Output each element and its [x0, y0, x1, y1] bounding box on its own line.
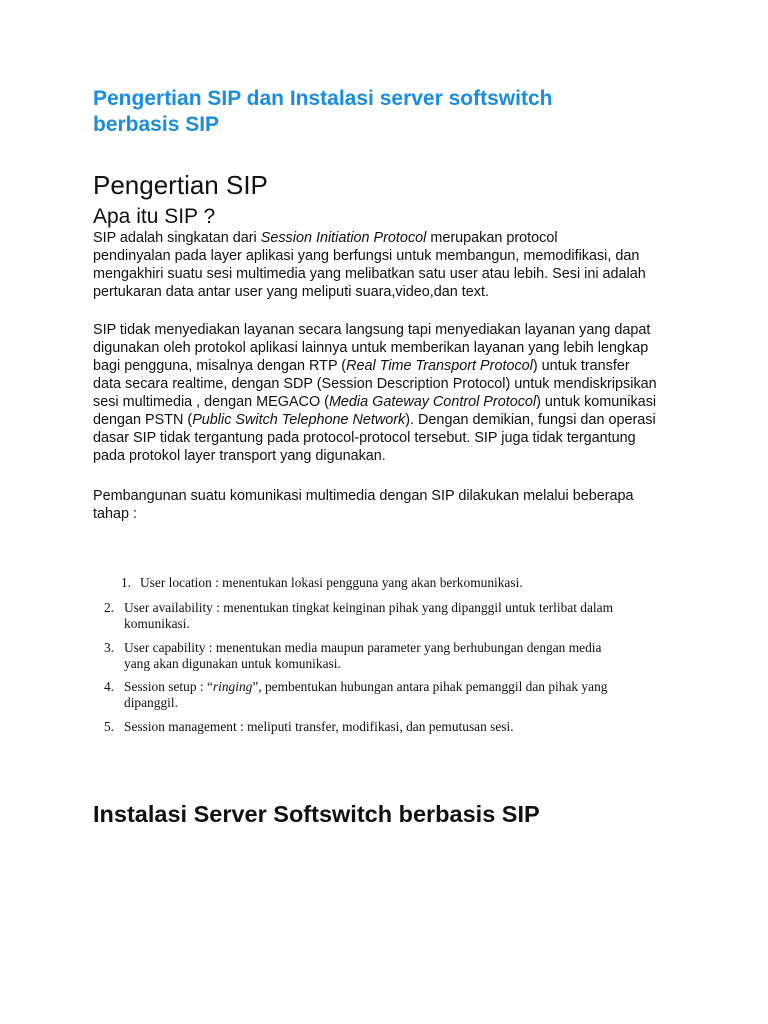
italic-term: Public Switch Telephone Network — [192, 412, 406, 428]
paragraph-line: digunakan oleh protokol aplikasi lainnya untuk memberikan layanan yang lebih lengkap — [93, 340, 649, 356]
list-item-text: User location : menentukan lokasi pengguna yang akan berkomunikasi. — [140, 575, 523, 590]
document-title-line-1: Pengertian SIP dan Instalasi server softswitch — [93, 87, 553, 110]
list-item-text: User availability : menentukan tingkat keinginan pihak yang dipanggil untuk terlibat dalam komunikasi. — [124, 600, 614, 631]
list-item-text: Session setup : “ringing”, pembentukan hubungan antara pihak pemanggil dan pihak yang dipanggil. — [124, 679, 608, 710]
list-item-text: Session management : meliputi transfer, modifikasi, dan pemutusan sesi. — [124, 719, 514, 734]
subheading-apa-itu-sip: Apa itu SIP ? — [93, 205, 216, 228]
paragraph-steps-intro — [93, 487, 683, 523]
paragraph-line: sesi multimedia , dengan MEGACO (Media Gateway Control Protocol) untuk komunikasi — [93, 394, 657, 410]
paragraph-line: mengakhiri suatu sesi multimedia yang melibatkan satu user atau lebih. Sesi ini adalah — [93, 266, 646, 282]
paragraph-line: SIP tidak menyediakan layanan secara langsung tapi menyediakan layanan yang dapat — [93, 322, 651, 338]
paragraph-line: pada protokol layer transport yang digunakan. — [93, 448, 386, 464]
paragraph-line: bagi pengguna, misalnya dengan RTP (Real Time Transport Protocol) untuk transfer — [93, 358, 630, 374]
paragraph-line: dasar SIP tidak tergantung pada protocol-protocol tersebut. SIP juga tidak tergantung — [93, 430, 636, 446]
paragraph-line: dengan PSTN (Public Switch Telephone Network). Dengan demikian, fungsi dan operasi — [93, 412, 656, 428]
list-item-number: 4. — [103, 679, 114, 694]
paragraph-line: Pembangunan suatu komunikasi multimedia dengan SIP dilakukan melalui beberapa — [93, 488, 634, 504]
italic-term: Session Initiation Protocol — [260, 230, 427, 246]
paragraph-line: SIP adalah singkatan dari Session Initiation Protocol merupakan protocol — [93, 230, 558, 246]
list-item-number: 1. — [120, 575, 131, 590]
document-title-line-2: berbasis SIP — [93, 113, 220, 136]
section-heading-pengertian: Pengertian SIP — [93, 170, 268, 200]
italic-term: ringing — [212, 679, 253, 694]
paragraph-line: tahap : — [93, 506, 138, 522]
paragraph-sip-definition — [93, 229, 683, 301]
section-heading-instalasi: Instalasi Server Softswitch berbasis SIP — [93, 801, 540, 827]
italic-term: Real Time Transport Protocol — [346, 358, 533, 374]
italic-term: Media Gateway Control Protocol — [328, 394, 537, 410]
paragraph-sip-services — [93, 321, 683, 465]
paragraph-line: pertukaran data antar user yang meliputi suara,video,dan text. — [93, 284, 489, 300]
list-item-number: 5. — [103, 719, 114, 734]
document-title — [93, 86, 693, 138]
list-item-text: User capability : menentukan media maupun parameter yang berhubungan dengan media yang akan digunakan untuk komunikasi. — [124, 640, 602, 671]
paragraph-line: data secara realtime, dengan SDP (Session Description Protocol) untuk mendiskripsikan — [93, 376, 657, 392]
list-item-number: 3. — [103, 640, 114, 655]
paragraph-line: pendinyalan pada layer aplikasi yang berfungsi untuk membangun, memodifikasi, dan — [93, 248, 640, 264]
list-item-number: 2. — [103, 600, 114, 615]
